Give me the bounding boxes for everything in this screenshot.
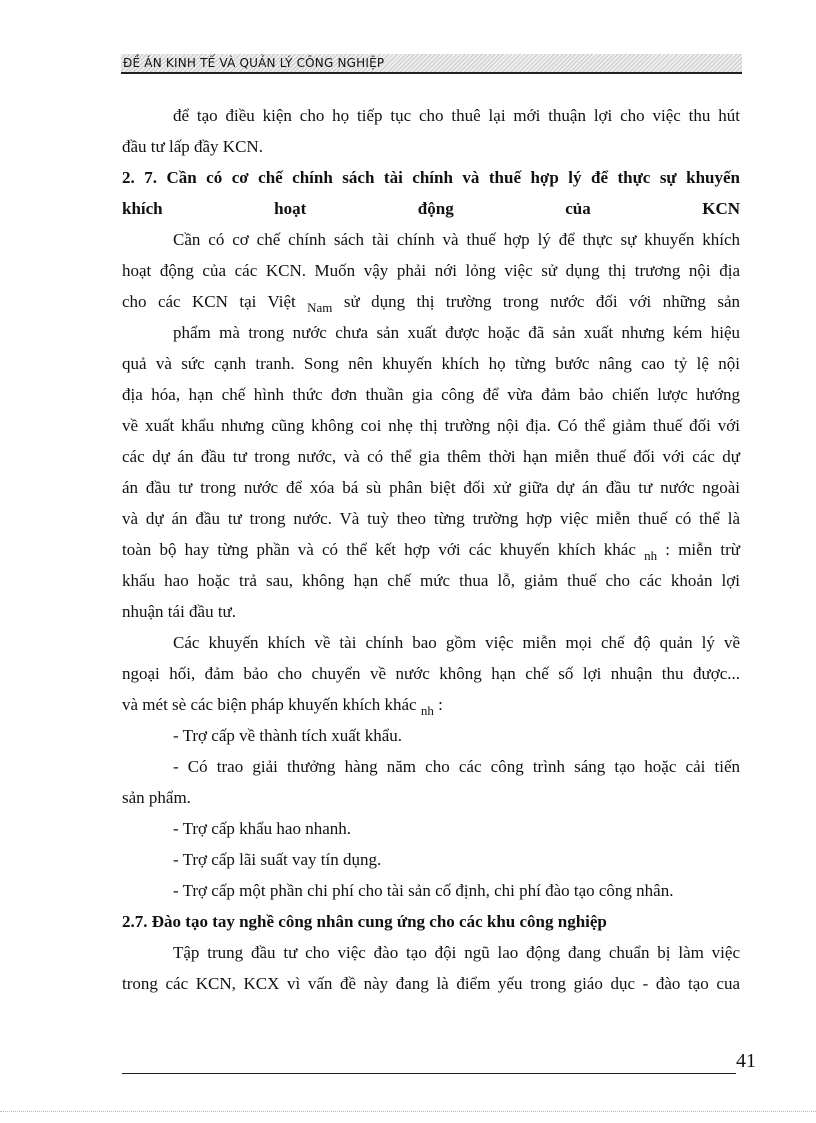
text-segment: : miễn trừ: [657, 540, 740, 559]
text-line: án đầu tư trong nước để xóa bá sù phân biệt đối xử giữa dự án đầu tư nước ngoài: [122, 478, 740, 497]
section-heading: 2. 7. Cần có cơ chế chính sách tài chính và thuế hợp lý để thực sự khuyến: [122, 168, 740, 187]
text-line: [122, 286, 740, 317]
text-segment: và mét sè các biện pháp khuyến khích khác: [122, 695, 421, 714]
list-item: - Trợ cấp về thành tích xuất khẩu.: [173, 726, 403, 745]
text-segment: :: [433, 695, 443, 714]
list-item: - Trợ cấp khẩu hao nhanh.: [173, 819, 352, 838]
text-line: [122, 689, 740, 720]
header-title: ĐỀ ÁN KINH TẾ VÀ QUẢN LÝ CÔNG NGHIỆP: [123, 56, 385, 70]
text-line: khấu hao hoặc trả sau, không hạn chế mức thua lỗ, giảm thuế cho các khoản lợi: [122, 571, 740, 590]
text-line: để tạo điều kiện cho họ tiếp tục cho thuê lại mới thuận lợi cho việc thu hút: [173, 106, 740, 125]
text-line: phẩm mà trong nước chưa sản xuất được hoặc đã sản xuất nhưng kém hiệu: [173, 323, 740, 342]
text-line: địa hóa, hạn chế hình thức đơn thuần gia công để vừa đảm bảo chiến lược hướng: [122, 385, 740, 404]
text-line: quả và sức cạnh tranh. Song nên khuyến khích họ từng bước nâng cao tỷ lệ nội: [122, 354, 740, 373]
list-item-continued: sản phẩm.: [122, 788, 191, 807]
text-line: nhuận tái đầu tư.: [122, 602, 237, 621]
text-line: đầu tư lấp đầy KCN.: [122, 137, 263, 156]
text-line: về xuất khẩu nhưng cũng không coi nhẹ thị trường nội địa. Có thể giảm thuế đối với: [122, 416, 740, 435]
text-line: Cần có cơ chế chính sách tài chính và thuế hợp lý để thực sự khuyến khích: [173, 230, 740, 249]
header-band: [121, 54, 742, 74]
text-line: [122, 534, 740, 565]
text-segment: toàn bộ hay từng phần và có thể kết hợp với các khuyến khích khác: [122, 540, 645, 559]
text-line: và dự án đầu tư trong nước. Và tuỳ theo từng trường hợp việc miễn thuế có thể là: [122, 509, 740, 528]
section-heading: 2.7. Đào tạo tay nghề công nhân cung ứng cho các khu công nghiệp: [122, 912, 607, 931]
text-line: Các khuyến khích về tài chính bao gồm việc miễn mọi chế độ quản lý về: [173, 633, 740, 652]
text-line: trong các KCN, KCX vì vấn đề này đang là điểm yếu trong giáo dục - đào tạo cua: [122, 974, 740, 993]
section-heading-continued: khích hoạt động của KCN: [122, 199, 740, 218]
text-segment: sử dụng thị trường trong nước đối với những sản: [332, 292, 740, 311]
list-item: - Trợ cấp một phần chi phí cho tài sản cố định, chi phí đào tạo công nhân.: [173, 881, 674, 900]
footer-rule: [122, 1073, 736, 1074]
text-segment: cho các KCN tại Việt: [122, 292, 308, 311]
document-body: [122, 100, 740, 999]
text-line: Tập trung đầu tư cho việc đào tạo đội ngũ lao động đang chuẩn bị làm việc: [173, 943, 740, 962]
text-line: các dự án đầu tư trong nước, và có thể gia thêm thời hạn miễn thuế đối với các dự: [122, 447, 740, 466]
text-line: ngoại hối, đảm bảo cho chuyển về nước không hạn chế số lợi nhuận thu được...: [122, 664, 740, 683]
list-item: - Có trao giải thưởng hàng năm cho các công trình sáng tạo hoặc cải tiến: [173, 757, 740, 776]
subscript-text: nh: [644, 548, 658, 563]
page-number: 41: [736, 1050, 756, 1072]
text-line: hoạt động của các KCN. Muốn vậy phải nới lỏng việc sử dụng thị trương nội địa: [122, 261, 740, 280]
subscript-text: nh: [420, 703, 434, 718]
subscript-text: Nam: [307, 300, 333, 315]
page-edge-dotted-line: [0, 1111, 816, 1112]
list-item: - Trợ cấp lãi suất vay tín dụng.: [173, 850, 382, 869]
